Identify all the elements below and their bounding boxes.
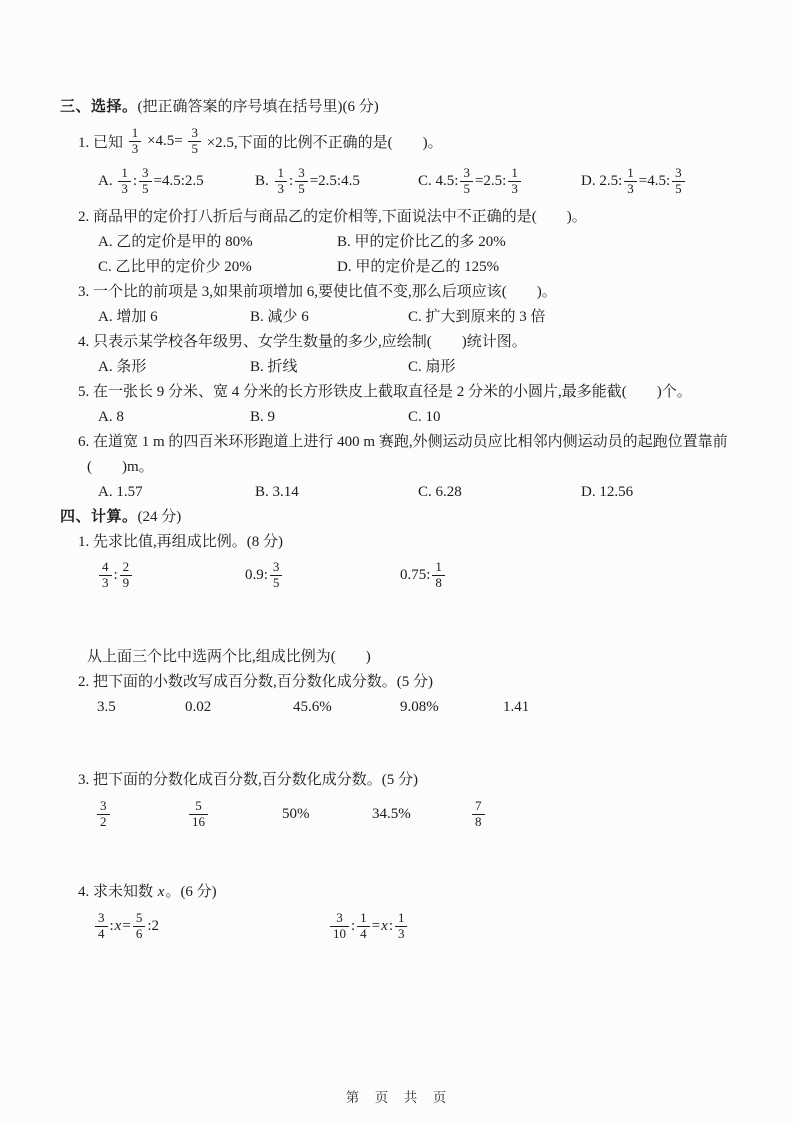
q2-stem: 2. 商品甲的定价打八折后与商品乙的定价相等,下面说法中不正确的是( )。: [78, 209, 587, 225]
fraction: $\frac{5}{6}$: [133, 911, 146, 942]
q2-option-a: A. 乙的定价是甲的 80%: [98, 234, 253, 250]
fraction: $\frac{3}{5}$: [139, 166, 152, 197]
q4-option-a: A. 条形: [98, 359, 147, 375]
fraction: $\frac{1}{8}$: [432, 560, 445, 591]
calc4-equations: [93, 905, 743, 947]
fraction: $\frac{5}{16}$: [189, 799, 208, 830]
q3-stem: 3. 一个比的前项是 3,如果前项增加 6,要使比值不变,那么后项应该( )。: [78, 284, 557, 300]
q1-stem: 1. 已知 $\frac{1}{3}$ ×4.5= $\frac{3}{5}$ ×2.5,下面的比例不正确的是( )。: [78, 124, 443, 156]
q2-options-row-1: [98, 230, 743, 255]
fraction: $\frac{1}{4}$: [357, 911, 370, 942]
fraction: $\frac{1}{3}$: [275, 166, 288, 197]
calc3-stem: 3. 把下面的分数化成百分数,百分数化成分数。(5 分): [78, 772, 418, 788]
section-4-title-bold: 四、计算。: [60, 509, 138, 525]
q2-option-d: D. 甲的定价是乙的 125%: [337, 259, 500, 275]
fraction: $\frac{3}{10}$: [330, 911, 349, 942]
calc2-item-4: 9.08%: [400, 699, 439, 715]
q1-option-b: B. $\frac{1}{3}$ : $\frac{3}{5}$ =2.5:4.5: [255, 164, 360, 196]
fraction: $\frac{3}{5}$: [188, 126, 201, 157]
calc2-stem: 2. 把下面的小数改写成百分数,百分数化成分数。(5 分): [78, 674, 433, 690]
fraction: $\frac{1}{3}$: [129, 126, 142, 157]
q6-options: [98, 480, 743, 505]
calc1-expression-1: $\frac{4}{3}$ : $\frac{2}{9}$: [97, 555, 245, 595]
q2-option-b: B. 甲的定价比乙的多 20%: [337, 234, 506, 250]
fraction: $\frac{4}{3}$: [99, 560, 112, 591]
calc1-stem: 1. 先求比值,再组成比例。(8 分): [78, 534, 283, 550]
calc3-item-5: [470, 793, 743, 835]
worksheet-content: [60, 95, 743, 947]
calc4-stem: 4. 求未知数 x 。(6 分): [78, 884, 217, 900]
fraction: $\frac{1}{3}$: [395, 911, 408, 942]
fraction: $\frac{1}{3}$: [508, 166, 521, 197]
fraction: $\frac{3}{5}$: [460, 166, 473, 197]
page-footer: 第 页 共 页: [345, 1090, 448, 1105]
q6-option-b: B. 3.14: [255, 484, 299, 500]
q3-option-c: C. 扩大到原来的 3 倍: [408, 309, 546, 325]
calc3-item-4: 34.5%: [372, 805, 411, 822]
q3-option-b: B. 减少 6: [250, 309, 309, 325]
q5-options: [98, 405, 743, 430]
calc3-item-1: [95, 793, 187, 835]
q1-option-c: C. 4.5: $\frac{3}{5}$ =2.5: $\frac{1}{3}$: [418, 160, 581, 202]
q6-stem-line1: 6. 在道宽 1 m 的四百米环形跑道上进行 400 m 赛跑,外侧运动员应比相邻内侧运动员的起跑位置靠前: [78, 434, 728, 450]
section-4-title: [60, 505, 743, 530]
calc3-item-2: [187, 793, 282, 835]
q4-option-c: C. 扇形: [408, 359, 456, 375]
fraction: $\frac{3}{5}$: [295, 166, 308, 197]
fraction: $\frac{3}{5}$: [270, 560, 283, 591]
fraction: $\frac{3}{2}$: [97, 799, 110, 830]
section-3-title: [60, 95, 743, 120]
calc2-items: [97, 695, 743, 720]
calc4-equation-1: $\frac{3}{4}$ : x = $\frac{5}{6}$ :2: [93, 905, 328, 947]
section-3-title-note: (把正确答案的序号填在括号里)(6 分): [137, 99, 379, 115]
calc4-equation-2: $\frac{3}{10}$ : $\frac{1}{4}$ = x : $\frac{1}{3}$: [328, 905, 743, 947]
q5-option-a: A. 8: [98, 409, 124, 425]
calc1-expression-3: 0.75: $\frac{1}{8}$: [400, 555, 743, 595]
calc2-item-3: 45.6%: [293, 699, 332, 715]
q1-options: [98, 160, 743, 202]
calc3-item-3: 50%: [282, 805, 310, 822]
q4-stem: 4. 只表示某学校各年级男、女学生数量的多少,应绘制( )统计图。: [78, 334, 527, 350]
calc1-expressions: [97, 555, 743, 595]
calc1-expression-2: 0.9: $\frac{3}{5}$: [245, 555, 400, 595]
q5-option-b: B. 9: [250, 409, 276, 425]
q6-option-d: D. 12.56: [581, 484, 634, 500]
fraction: $\frac{1}{3}$: [118, 166, 131, 197]
fraction: $\frac{3}{5}$: [672, 166, 685, 197]
q1-option-d: D. 2.5: $\frac{1}{3}$ =4.5: $\frac{3}{5}$: [581, 160, 743, 202]
q5-stem: 5. 在一张长 9 分米、宽 4 分米的长方形铁皮上截取直径是 2 分米的小圆片,最多能截( )个。: [78, 384, 692, 400]
calc2-item-5: 1.41: [503, 699, 530, 715]
q5-option-c: C. 10: [408, 409, 441, 425]
calc1-note: 从上面三个比中选两个比,组成比例为( ): [87, 649, 371, 665]
fraction: $\frac{1}{3}$: [624, 166, 637, 197]
section-4-title-note: (24 分): [137, 509, 182, 525]
q6-option-a: A. 1.57: [98, 484, 143, 500]
q4-options: [98, 355, 743, 380]
section-3-title-bold: 三、选择。: [60, 99, 138, 115]
q4-option-b: B. 折线: [250, 359, 298, 375]
q6-stem-line2: ( )m。: [87, 459, 154, 475]
fraction: $\frac{2}{9}$: [120, 560, 133, 591]
q3-option-a: A. 增加 6: [98, 309, 158, 325]
calc2-item-1: 3.5: [97, 699, 116, 715]
fraction: $\frac{3}{4}$: [95, 911, 108, 942]
q2-option-c: C. 乙比甲的定价少 20%: [98, 259, 252, 275]
calc3-items: [95, 793, 743, 835]
q3-options: [98, 305, 743, 330]
calc2-item-2: 0.02: [185, 699, 212, 715]
q6-option-c: C. 6.28: [418, 484, 462, 500]
fraction: $\frac{7}{8}$: [472, 799, 485, 830]
q1-option-a: A. $\frac{1}{3}$ : $\frac{3}{5}$ =4.5:2.5: [98, 164, 204, 196]
q2-options-row-2: [98, 255, 743, 280]
